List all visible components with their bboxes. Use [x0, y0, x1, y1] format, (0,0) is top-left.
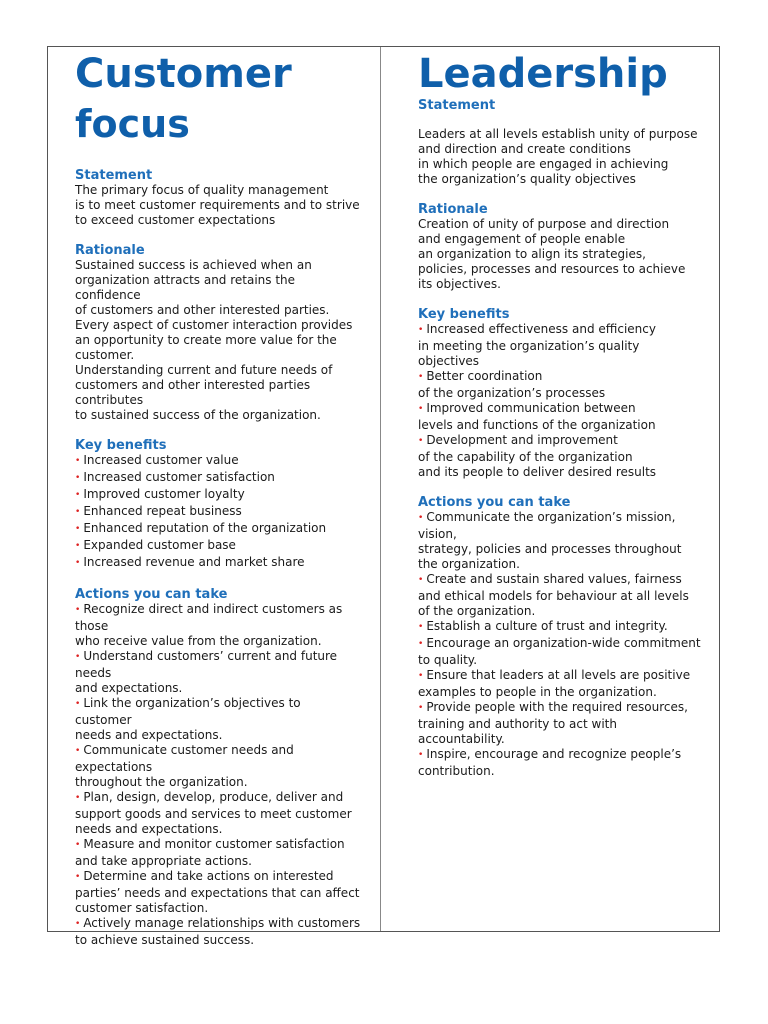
bullet-icon: • — [418, 575, 424, 585]
list-item: • Provide people with the required resources, training and authority to act with accountability. — [418, 700, 688, 746]
list-item: • Increased revenue and market share — [75, 555, 305, 569]
customer-title: Customer — [75, 51, 292, 97]
customer-subtitle: focus — [75, 102, 190, 146]
customer-benefits-list — [75, 453, 375, 572]
customer-rationale: Sustained success is achieved when an organization attracts and retains the confidence of customers and other interested parties. Every aspect of customer interaction provides an opportunity to create more value for the customer. Understanding current and future needs of customers and other interested parties contributes to sustained success of the organization. — [75, 258, 353, 422]
bullet-icon: • — [418, 639, 424, 649]
bullet-icon: • — [418, 404, 424, 414]
bullet-icon: • — [75, 456, 81, 466]
leadership-actions-list — [418, 510, 718, 779]
list-item: • Inspire, encourage and recognize people’s contribution. — [418, 747, 682, 778]
list-item: • Encourage an organization-wide commitment to quality. — [418, 636, 701, 667]
bullet-icon: • — [418, 372, 424, 382]
list-item: • Expanded customer base — [75, 538, 236, 552]
list-item: • Plan, design, develop, produce, deliver and support goods and services to meet customer needs and expectations. — [75, 790, 352, 836]
list-item: • Enhanced repeat business — [75, 504, 242, 518]
principles-sheet — [47, 46, 720, 947]
leadership-benefits-heading: Key benefits — [418, 307, 510, 322]
list-item: • Improved customer loyalty — [75, 487, 245, 501]
bullet-icon: • — [75, 919, 81, 929]
list-item: • Create and sustain shared values, fairness and ethical models for behaviour at all levels of the organization. — [418, 572, 689, 618]
list-item: • Increased effectiveness and efficiency in meeting the organization’s quality objectives — [418, 322, 656, 368]
list-item: • Determine and take actions on interested parties’ needs and expectations that can affect customer satisfaction. — [75, 869, 360, 915]
list-item: • Development and improvement of the capability of the organization and its people to deliver desired results — [418, 433, 657, 479]
bullet-icon: • — [75, 558, 81, 568]
list-item: • Increased customer satisfaction — [75, 470, 275, 484]
list-item: • Communicate customer needs and expectations throughout the organization. — [75, 743, 294, 789]
leadership-benefits-list — [418, 322, 718, 480]
customer-rationale-heading: Rationale — [75, 243, 145, 258]
customer-benefits-heading: Key benefits — [75, 438, 167, 453]
list-item: • Understand customers’ current and future needs and expectations. — [75, 649, 338, 695]
bullet-icon: • — [418, 325, 424, 335]
leadership-rationale-heading: Rationale — [418, 202, 488, 217]
bullet-icon: • — [75, 699, 81, 709]
bullet-icon: • — [418, 436, 424, 446]
leadership-statement: Leaders at all levels establish unity of purpose and direction and create conditions in which people are engaged in achieving the organization’s quality objectives — [418, 127, 698, 186]
list-item: • Increased customer value — [75, 453, 239, 467]
list-item: • Enhanced reputation of the organization — [75, 521, 327, 535]
bullet-icon: • — [418, 622, 424, 632]
customer-actions-heading: Actions you can take — [75, 587, 228, 602]
customer-statement: The primary focus of quality management is to meet customer requirements and to strive to exceed customer expectations — [75, 183, 360, 227]
bullet-icon: • — [75, 490, 81, 500]
list-item: • Actively manage relationships with customers to achieve sustained success. — [75, 916, 361, 947]
list-item: • Improved communication between levels and functions of the organization — [418, 401, 656, 432]
list-item: • Better coordination of the organization’s processes — [418, 369, 606, 400]
list-item: • Link the organization’s objectives to customer needs and expectations. — [75, 696, 301, 742]
list-item: • Recognize direct and indirect customers as those who receive value from the organization. — [75, 602, 343, 648]
bullet-icon: • — [418, 671, 424, 681]
leadership-title: Leadership — [418, 51, 668, 97]
leadership-column — [418, 47, 718, 779]
list-item: • Establish a culture of trust and integrity. — [418, 619, 668, 633]
list-item: • Communicate the organization’s mission, vision, strategy, policies and processes throughout the organization. — [418, 510, 682, 571]
bullet-icon: • — [75, 793, 81, 803]
bullet-icon: • — [418, 750, 424, 760]
leadership-rationale: Creation of unity of purpose and direction and engagement of people enable an organization to align its strategies, policies, processes and resources to achieve its objectives. — [418, 217, 686, 291]
list-item: • Ensure that leaders at all levels are positive examples to people in the organization. — [418, 668, 691, 699]
bullet-icon: • — [75, 507, 81, 517]
leadership-statement-heading: Statement — [418, 98, 496, 113]
list-item: • Measure and monitor customer satisfaction and take appropriate actions. — [75, 837, 345, 868]
bullet-icon: • — [418, 513, 424, 523]
bullet-icon: • — [418, 703, 424, 713]
bullet-icon: • — [75, 541, 81, 551]
customer-actions-list — [75, 602, 375, 948]
customer-focus-column — [75, 47, 375, 948]
bullet-icon: • — [75, 524, 81, 534]
bullet-icon: • — [75, 652, 81, 662]
bullet-icon: • — [75, 840, 81, 850]
bullet-icon: • — [75, 746, 81, 756]
leadership-actions-heading: Actions you can take — [418, 495, 571, 510]
bullet-icon: • — [75, 473, 81, 483]
bullet-icon: • — [75, 872, 81, 882]
column-divider — [380, 47, 381, 931]
customer-statement-heading: Statement — [75, 168, 153, 183]
bullet-icon: • — [75, 605, 81, 615]
